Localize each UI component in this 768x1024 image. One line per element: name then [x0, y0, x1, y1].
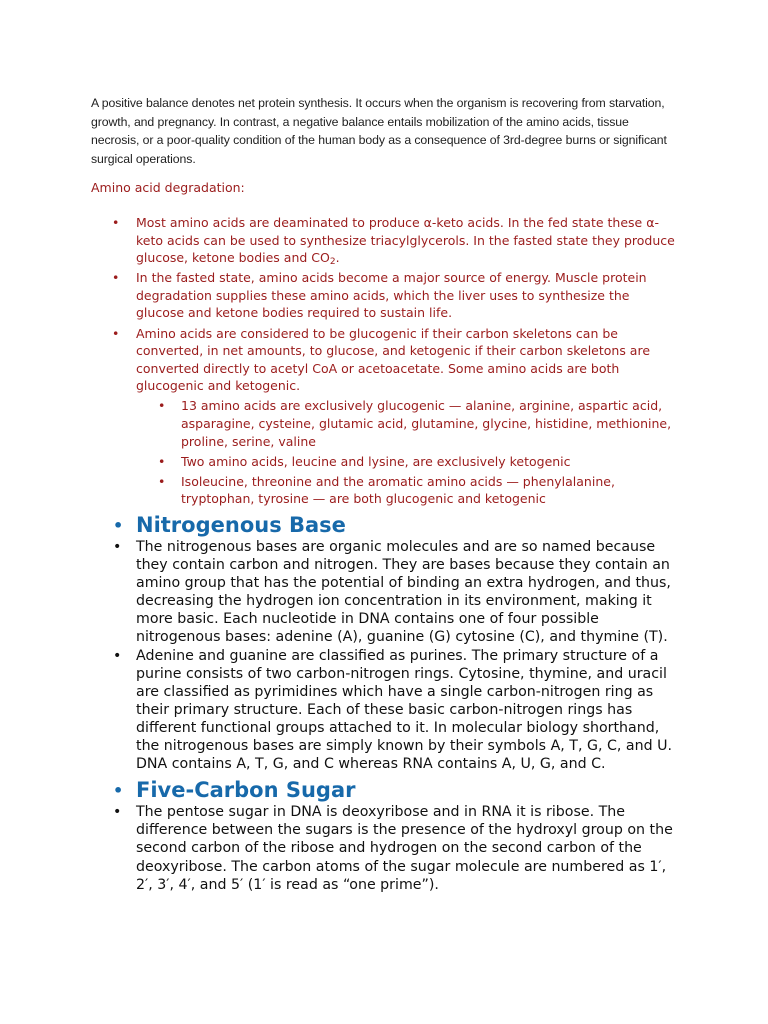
subscript: 2 [329, 257, 336, 268]
intro-paragraph: A positive balance denotes net protein synthesis. It occurs when the organism is recovering from starvation, growth, and pregnancy. In contrast, a negative balance entails mobilization of the amino acids, tissue necrosis, or a poor-quality condition of the human body as a consequence of 3rd-degree burns or significant surgical operations. [91, 96, 667, 166]
sub-list-item: • 13 amino acids are exclusively glucogenic — alanine, arginine, aspartic acid, asparagine, cysteine, glutamic acid, glutamine, glycine, histidine, methionine, proline, serine, valine [136, 397, 678, 450]
list-item [91, 214, 678, 267]
degradation-list [91, 214, 678, 508]
list-item: • The pentose sugar in DNA is deoxyribose and in RNA it is ribose. The difference between the sugars is the presence of the hydroxyl group on the second carbon of the ribose and hydrogen on the second carbon of the deoxyribose. The carbon atoms of the sugar molecule are numbered as 1′, 2′, 3′, 4′, and 5′ (1′ is read as “one prime”). [91, 803, 678, 893]
nitrogenous-base-list [91, 538, 678, 773]
five-carbon-sugar-list [91, 803, 678, 893]
sub-list-item: • Two amino acids, leucine and lysine, are exclusively ketogenic [136, 453, 678, 471]
list-item [91, 325, 678, 508]
list-item: • In the fasted state, amino acids become a major source of energy. Muscle protein degradation supplies these amino acids, which the liver uses to synthesize the glucose and ketone bodies required to sustain life. [91, 269, 678, 322]
degradation-sublist [136, 397, 678, 508]
list-item: • The nitrogenous bases are organic molecules and are so named because they contain carbon and nitrogen. They are bases because they contain an amino group that has the potential of binding an extra hydrogen, and thus, decreasing the hydrogen ion concentration in its environment, making it more basic. Each nucleotide in DNA contains one of four possible nitrogenous bases: adenine (A), guanine (G) cytosine (C), and thymine (T). [91, 538, 678, 647]
list-item-text: Most amino acids are deaminated to produce α-keto acids. In the fed state these α-keto acids can be used to synthesize triacylglycerols. In the fasted state they produce glucose, ketone bodies and CO [136, 215, 675, 266]
sub-list-item: • Isoleucine, threonine and the aromatic amino acids — phenylalanine, tryptophan, tyrosine — are both glucogenic and ketogenic [136, 473, 678, 508]
degradation-heading: Amino acid degradation: [91, 180, 245, 195]
list-item-text: Amino acids are considered to be glucogenic if their carbon skeletons can be converted, in net amounts, to glucose, and ketogenic if their carbon skeletons are converted directly to acetyl CoA or acetoacetate. Some amino acids are both glucogenic and ketogenic. [136, 325, 651, 394]
list-item-end: . [335, 250, 340, 266]
five-carbon-sugar-heading: • Five-Carbon Sugar [91, 777, 678, 803]
nitrogenous-base-heading: • Nitrogenous Base [91, 512, 678, 538]
list-item: • Adenine and guanine are classified as purines. The primary structure of a purine consists of two carbon-nitrogen rings. Cytosine, thymine, and uracil are classified as pyrimidines which have a single carbon-nitrogen ring as their primary structure. Each of these basic carbon-nitrogen rings has different functional groups attached to it. In molecular biology shorthand, the nitrogenous bases are simply known by their symbols A, T, G, C, and U. DNA contains A, T, G, and C whereas RNA contains A, U, G, and C. [91, 647, 678, 774]
